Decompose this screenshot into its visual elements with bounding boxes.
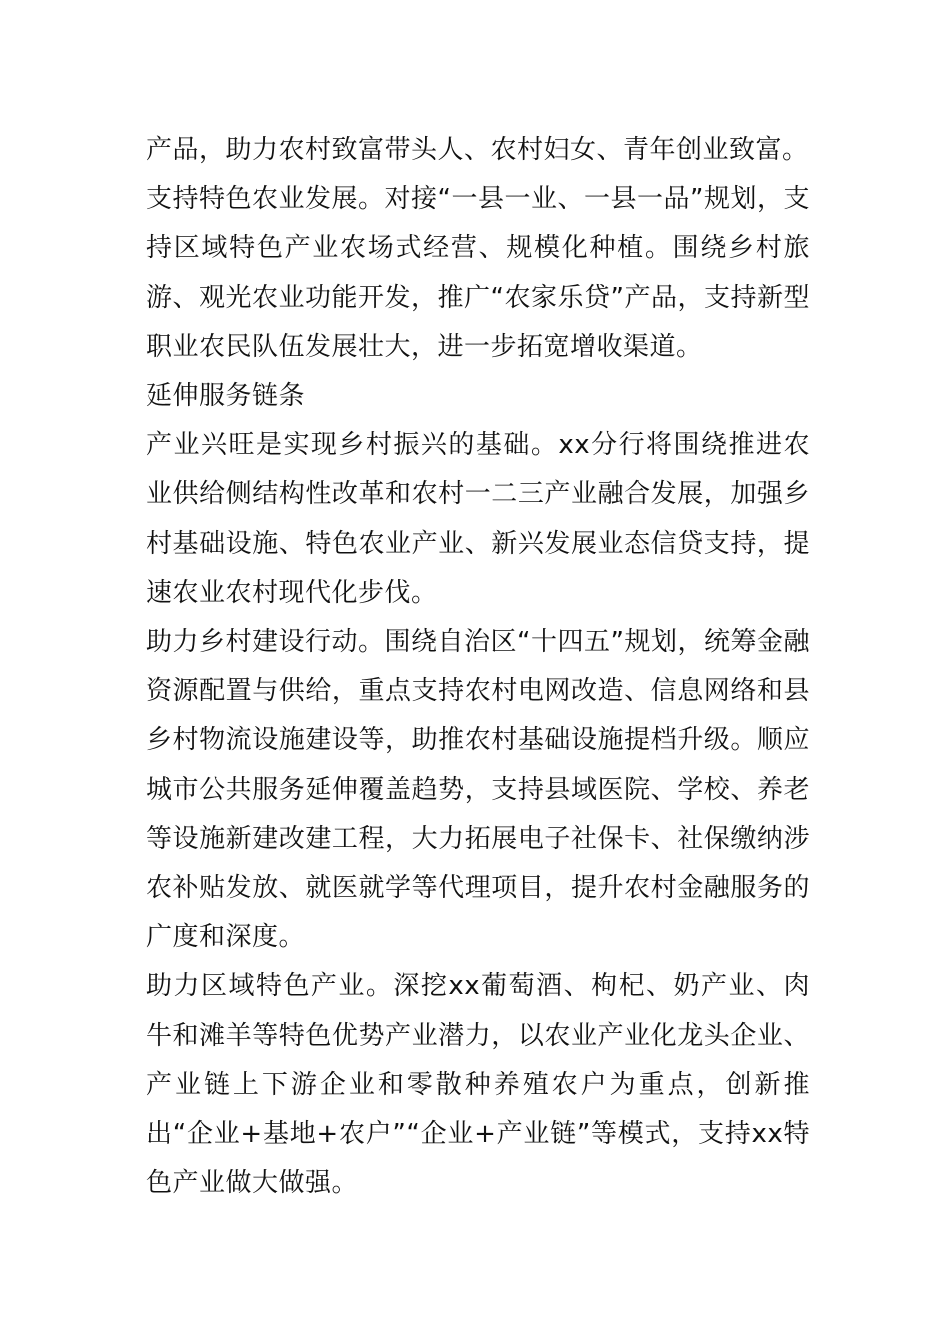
paragraph-regional-industry: 助力区域特色产业。深挖xx葡萄酒、枸杞、奶产业、肉牛和滩羊等特色优势产业潜力，以农业产业化龙头企业、产业链上下游企业和零散种养殖农户为重点，创新推出“企业+基地+农户”“企业+产业链”等模式，支持xx特色产业做大做强。 [146,971,810,1199]
paragraph-products-wealth: 产品，助力农村致富带头人、农村妇女、青年创业致富。 [146,135,809,165]
paragraph-specialty-agriculture: 支持特色农业发展。对接“一县一业、一县一品”规划，支持区域特色产业农场式经营、规模化种植。围绕乡村旅游、观光农业功能开发，推广“农家乐贷”产品，支持新型职业农民队伍发展壮大，进一步拓宽增收渠道。 [146,184,810,362]
section-heading-service-chain: 延伸服务链条 [146,381,306,412]
paragraph-rural-construction: 助力乡村建设行动。围绕自治区“十四五”规划，统筹金融资源配置与供给，重点支持农村电网改造、信息网络和县乡村物流设施建设等，助推农村基础设施提档升级。顺应城市公共服务延伸覆盖趋势，支持县域医院、学校、养老等设施新建改建工程，大力拓展电子社保卡、社保缴纳涉农补贴发放、就医就学等代理项目，提升农村金融服务的广度和深度。 [146,627,810,953]
paragraph-industry-prosperity: 产业兴旺是实现乡村振兴的基础。xx分行将围绕推进农业供给侧结构性改革和农村一二三产业融合发展，加强乡村基础设施、特色农业产业、新兴发展业态信贷支持，提速农业农村现代化步伐。 [146,430,810,608]
document-body [146,126,810,1208]
